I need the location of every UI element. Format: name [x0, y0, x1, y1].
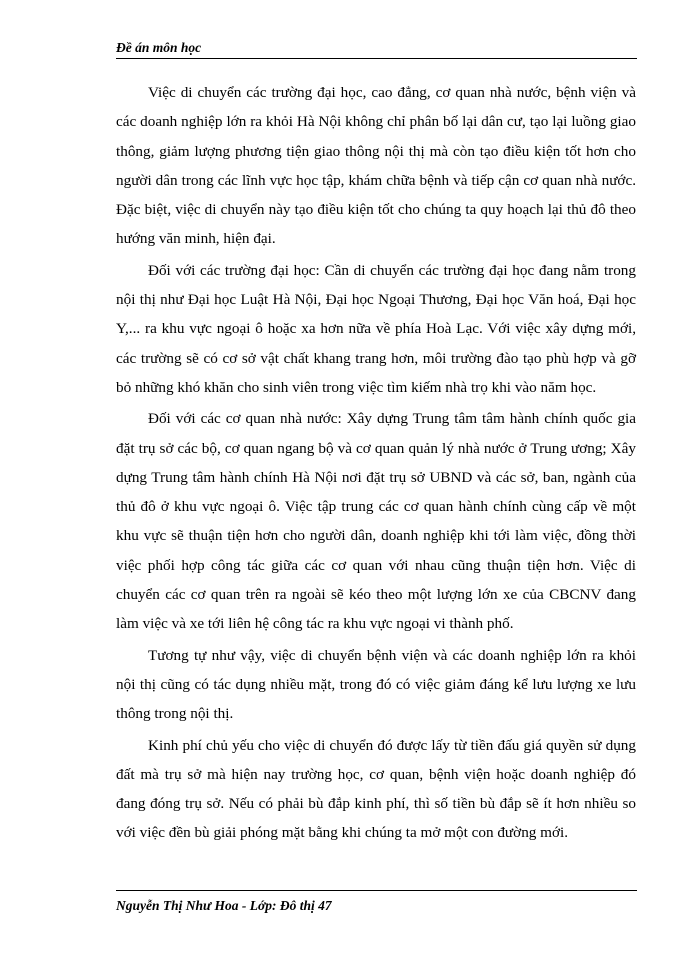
footer-author: Nguyễn Thị Như Hoa - Lớp: Đô thị 47: [116, 898, 332, 913]
paragraph-universities: Đối với các trường đại học: Cần di chuyển các trường đại học đang nằm trong nội thị như Đại học Luật Hà Nội, Đại học Ngoại Thương, Đại học Văn hoá, Đại học Y,... ra khu vực ngoại ô hoặc xa hơn nữa về phía Hoà Lạc. Với việc xây dựng mới, các trường sẽ có cơ sở vật chất khang trang hơn, môi trường đào tạo phù hợp và gỡ bỏ những khó khăn cho sinh viên trong việc tìm kiếm nhà trọ khi vào năm học.: [116, 261, 636, 396]
paragraph-relocation-overview: Việc di chuyển các trường đại học, cao đẳng, cơ quan nhà nước, bệnh viện và các doanh nghiệp lớn ra khỏi Hà Nội không chỉ phân bố lại dân cư, tạo lại luồng giao thông, giảm lượng phương tiện giao thông nội thị mà còn tạo điều kiện tốt hơn cho người dân trong các lĩnh vực học tập, khám chữa bệnh và tiếp cận cơ quan nhà nước. Đặc biệt, việc di chuyển này tạo điều kiện tốt cho chúng ta quy hoạch lại thủ đô theo hướng văn minh, hiện đại.: [116, 84, 636, 248]
header-rule: [116, 58, 637, 59]
document-body: [116, 78, 636, 850]
header-title: Đề án môn học: [116, 40, 202, 55]
paragraph-hospitals-enterprises: Tương tự như vậy, việc di chuyển bệnh viện và các doanh nghiệp lớn ra khỏi nội thị cũng có tác dụng nhiều mặt, trong đó có việc giảm đáng kể lưu lượng xe lưu thông trong nội thị.: [116, 646, 636, 723]
page-header: [116, 40, 637, 64]
page-footer: [116, 890, 637, 920]
paragraph-funding: Kinh phí chủ yếu cho việc di chuyển đó được lấy từ tiền đấu giá quyền sử dụng đất mà trụ sở mà hiện nay trường học, cơ quan, bệnh viện hoặc doanh nghiệp đó đang đóng trụ sở. Nếu có phải bù đắp kinh phí, thì số tiền bù đắp sẽ ít hơn nhiều so với việc đền bù giải phóng mặt bằng khi chúng ta mở một con đường mới.: [116, 736, 636, 842]
paragraph-state-agencies: Đối với các cơ quan nhà nước: Xây dựng Trung tâm tâm hành chính quốc gia đặt trụ sở các bộ, cơ quan ngang bộ và cơ quan quản lý nhà nước ở Trung ương; Xây dựng Trung tâm hành chính Hà Nội nơi đặt trụ sở UBND và các sở, ban, ngành của thủ đô ở khu vực ngoại ô. Việc tập trung các cơ quan hành chính cùng cấp về một khu vực sẽ thuận tiện hơn cho người dân, doanh nghiệp khi tới làm việc, đồng thời việc phối hợp công tác giữa các cơ quan với nhau cũng thuận tiện hơn. Việc di chuyển các cơ quan trên ra ngoài sẽ kéo theo một lượng lớn xe của CBCNV đang làm việc và xe tới liên hệ công tác ra khu vực ngoại vi thành phố.: [116, 410, 636, 633]
footer-rule: [116, 890, 637, 891]
